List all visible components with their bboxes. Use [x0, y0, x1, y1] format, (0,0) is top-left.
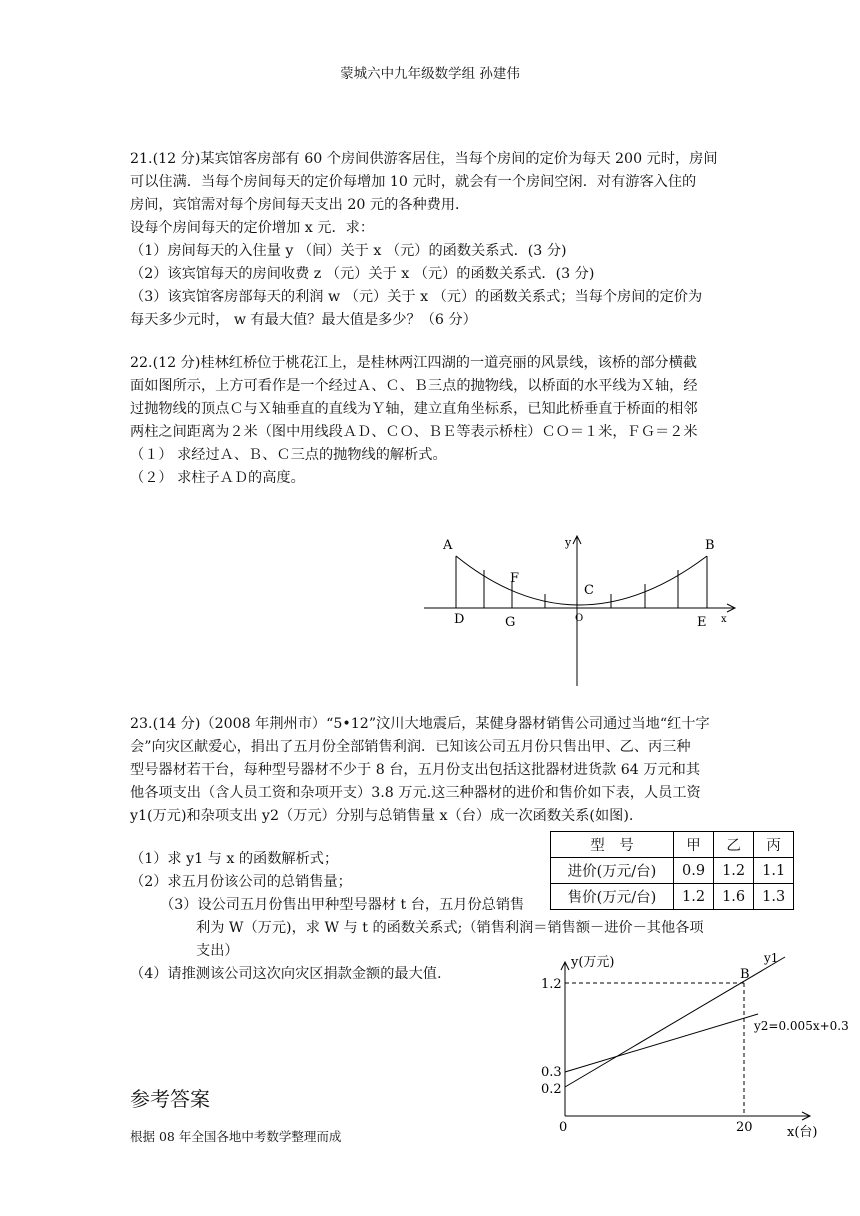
q22-line: （１） 求经过Ａ、Ｂ、Ｃ三点的抛物线的解析式。 [130, 447, 447, 463]
table-header-cell: 丙 [754, 832, 794, 858]
q22-line: 两柱之间距离为２米（图中用线段ＡＤ、ＣＯ、ＢＥ等表示桥柱）ＣＯ＝１米，ＦＧ＝２米 [130, 424, 698, 440]
q23-line: 型号器材若干台，每种型号器材不少于 8 台，五月份支出包括这批器材进货款 64 万元和其 [130, 762, 701, 778]
q23-sub-3-cont: 利为 W（万元)，求 W 与 t 的函数关系式;（销售利润＝销售额－进价－其他各项 [196, 920, 704, 936]
table-cell: 1.2 [674, 884, 714, 910]
table-header-cell: 乙 [714, 832, 754, 858]
y-tick-0.3: 0.3 [541, 1065, 562, 1080]
q23-sub-3: （3）设公司五月份售出甲种型号器材 t 台，五月份总销售 [160, 897, 525, 913]
page-footer: 根据 08 年全国各地中考数学整理而成 [130, 1129, 342, 1144]
q22-line: （２） 求柱子ＡＤ的高度。 [130, 470, 305, 486]
q22-line: 过抛物线的顶点Ｃ与Ｘ轴垂直的直线为Ｙ轴，建立直角坐标系，已知此桥垂直于桥面的相邻 [130, 401, 698, 417]
label-x: x [721, 614, 727, 625]
label-E: E [697, 615, 707, 630]
table-cell: 1.3 [754, 884, 794, 910]
q23-line: 会”向灾区献爱心，捐出了五月份全部销售利润．已知该公司五月份只售出甲、乙、丙三种 [130, 739, 691, 755]
q21-line: 设每个房间每天的定价增加 x 元．求： [130, 220, 375, 236]
answer-heading: 参考答案 [130, 1087, 210, 1111]
q23-sub-2: （2）求五月份该公司的总销售量； [130, 874, 352, 890]
x-tick-20: 20 [736, 1120, 753, 1135]
point-B-label: B [740, 967, 750, 982]
label-y: y [565, 536, 572, 549]
table-cell: 1.1 [754, 858, 794, 884]
q23-line: y1(万元)和杂项支出 y2（万元）分别与总销售量 x（台）成一次函数关系(如图). [130, 808, 634, 824]
q21-line: （1）房间每天的入住量 y （间）关于 x （元）的函数关系式．(3 分) [130, 243, 567, 259]
y-tick-0.2: 0.2 [541, 1082, 562, 1097]
q21-line: （2）该宾馆每天的房间收费 z （元）关于 x （元）的函数关系式．(3 分) [130, 266, 595, 282]
label-F: F [510, 571, 520, 586]
table-header-cell: 甲 [674, 832, 714, 858]
graph-origin: 0 [559, 1120, 568, 1135]
table-cell: 进价(万元/台) [551, 858, 674, 884]
line-y2 [565, 1014, 758, 1072]
label-D: D [454, 612, 465, 627]
label-G: G [505, 615, 516, 630]
q21-line: 每天多少元时， w 有最大值？最大值是多少？（6 分） [130, 312, 477, 328]
y-tick-1.2: 1.2 [541, 977, 562, 992]
line-y1 [565, 957, 785, 1087]
table-cell: 售价(万元/台) [551, 884, 674, 910]
label-C: C [584, 583, 594, 598]
label-B: B [705, 538, 715, 553]
q23-line: 23.(14 分)（2008 年荆州市）“5•12”汶川大地震后，某健身器材销售公司通过当地“红十字 [130, 716, 710, 732]
q23-sub-4: （4）请推测该公司这次向灾区捐款金额的最大值. [130, 966, 442, 982]
y2-equation-label: y2=0.005x+0.3 [754, 1019, 849, 1033]
table-cell: 0.9 [674, 858, 714, 884]
q23-line: 他各项支出（含人员工资和杂项开支）3.8 万元.这三种器材的进价和售价如下表，人员工资 [130, 785, 701, 801]
y1-label: y1 [764, 951, 779, 965]
q23-sub-1: （1）求 y1 与 x 的函数解析式； [130, 851, 339, 867]
page-header: 蒙城六中九年级数学组 孙建伟 [340, 66, 520, 82]
q23-sub-3-cont: 支出） [196, 943, 239, 959]
q21-line: 房间，宾馆需对每个房间每天支出 20 元的各种费用． [130, 197, 470, 213]
table-cell: 1.6 [714, 884, 754, 910]
q22-line: 面如图所示，上方可看作是一个经过Ａ、Ｃ、Ｂ三点的抛物线，以桥面的水平线为Ｘ轴，经 [130, 378, 698, 394]
table-header-cell: 型 号 [551, 832, 674, 858]
q21-line: 21.(12 分)某宾馆客房部有 60 个房间供游客居住，当每个房间的定价为每天 200 元时，房间 [130, 151, 718, 167]
q21-line: （3）该宾馆客房部每天的利润 w （元）关于 x （元）的函数关系式；当每个房间的定价为 [130, 289, 703, 305]
graph-xlabel: x(台) [787, 1125, 818, 1140]
q21-line: 可以住满．当每个房间每天的定价每增加 10 元时，就会有一个房间空闲．对有游客入住的 [130, 174, 697, 190]
label-A: A [443, 538, 453, 553]
graph-ylabel: y(万元) [571, 955, 615, 970]
table-cell: 1.2 [714, 858, 754, 884]
q22-line: 22.(12 分)桂林红桥位于桃花江上，是桂林两江四湖的一道亮丽的风景线，该桥的部分横截 [130, 355, 697, 371]
label-O: O [575, 613, 584, 624]
